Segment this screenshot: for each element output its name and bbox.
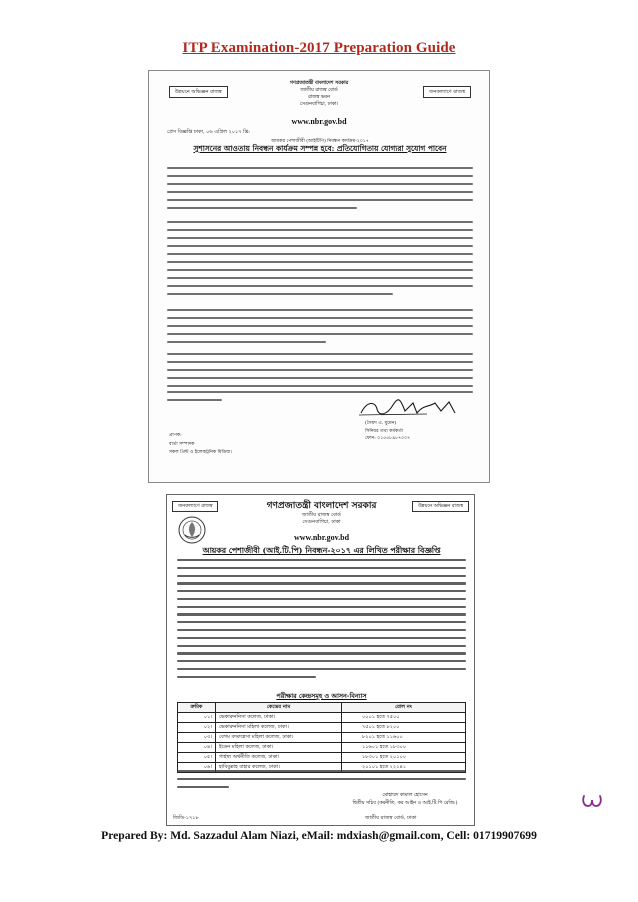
body-paragraph [167, 309, 473, 349]
exam-centers-table [177, 702, 466, 773]
slogan-left: জনকল্যাণে রাজস্ব [172, 501, 218, 512]
government-letterhead [259, 80, 379, 108]
serial-cell: ০২। [178, 723, 216, 733]
roll-cell: ৭৫০১ হতে ৮২০০ [342, 723, 466, 733]
recipient-label: প্রাপক: [169, 433, 182, 438]
table-row [178, 753, 466, 763]
table-row [178, 733, 466, 743]
signatory-name: (সৈয়দ এ. মুমেন) [365, 421, 397, 426]
press-release-date: প্রেস বিজ্ঞপ্তি ঢাকা, ০৬ এপ্রিল ২০১৭ খ্রি: [167, 129, 250, 135]
roll-cell: ১৮৩০১ হতে ২০১০০ [342, 753, 466, 763]
press-release-headline: সুশাসনের আওতায় নিবন্ধন কার্যক্রম সম্পন্ন হবে: প্রতিযোগিতায় যোগ্যরা সুযোগ পাবেন [193, 144, 447, 153]
letterhead-line: রাজস্ব ভবন [308, 95, 330, 100]
serial-cell: ০৩। [178, 733, 216, 743]
memo-number: জিডি-১৭১৮ [173, 815, 199, 821]
exam-notice-document [166, 494, 475, 826]
body-paragraph [167, 353, 473, 393]
recipient-line: বার্তা সম্পাদক [169, 441, 195, 447]
center-cell: ভেকারুননিসা কলেজ, ঢাকা। [216, 713, 342, 723]
slogan-left: উন্নয়নে অভিজ্ঞন রাজস্ব [169, 86, 228, 98]
roll-cell: ০০০১ হতে ৭৫০০ [342, 713, 466, 723]
letterhead-line: জাতীয় রাজস্ব বোর্ড [300, 88, 338, 93]
center-cell: ইডেন মহিলা কলেজ, ঢাকা। [216, 743, 342, 753]
center-cell: গার্হস্থ্য অর্থনীতি কলেজ, ঢাকা। [216, 753, 342, 763]
letterhead-line: গণপ্রজাতন্ত্রী বাংলাদেশ সরকার [289, 80, 349, 86]
serial-cell: ০৪। [178, 743, 216, 753]
table-row [178, 723, 466, 733]
letterhead-line: জাতীয় রাজস্ব বোর্ড [302, 512, 341, 518]
notice-government-title: গণপ্রজাতন্ত্রী বাংলাদেশ সরকার [266, 501, 377, 511]
signatory-office: জাতীয় রাজস্ব বোর্ড, ঢাকা [365, 815, 417, 821]
letterhead-line: সেগুনবাগিচা, ঢাকা [302, 519, 341, 525]
notice-paragraph [177, 770, 466, 793]
press-release-document [148, 70, 490, 483]
press-release-subtitle: আয়কর পেশাজীবী (আইটিপি) নিবন্ধন কার্যক্রম-২০১৭ [271, 139, 369, 144]
serial-cell: ০৬। [178, 763, 216, 773]
column-header: রোল নং [342, 703, 466, 713]
column-header: কেন্দ্রের নাম [216, 703, 342, 713]
roll-cell: ৮২০১ হতে ১১৬০০ [342, 733, 466, 743]
serial-cell: ০৫। [178, 753, 216, 763]
table-header-row [178, 703, 466, 713]
website-text: www.nbr.gov.bd [293, 533, 350, 542]
signature-image [357, 397, 467, 419]
roll-cell: ১১৬০১ হতে ১৮৩০০ [342, 743, 466, 753]
publisher-logo-icon [581, 793, 603, 809]
signatory-block [365, 420, 465, 443]
table-row [178, 713, 466, 723]
table-title: পরীক্ষার কেন্দ্রসমূহ ও আসন-বিন্যাস [276, 692, 367, 700]
signatory-name: মোহাম্মদ কামাল হোসেন [382, 793, 428, 798]
column-header: ক্রমিক [178, 703, 216, 713]
roll-cell: ২০১০১ হতে ২২১৪১ [342, 763, 466, 773]
notice-signatory-block [335, 792, 475, 807]
notice-letterhead [167, 512, 475, 526]
signatory-phone: ফোন: ০১৫৫৮৯৮৭০০৭ [365, 436, 411, 441]
notice-paragraph [177, 559, 466, 684]
page-title: ITP Examination-2017 Preparation Guide [182, 40, 456, 56]
slogan-right: উন্নয়নে অভিজ্ঞন রাজস্ব [412, 501, 469, 512]
page-footer: Prepared By: Md. Sazzadul Alam Niazi, eMail: mdxiash@gmail.com, Cell: 01719907699 [101, 829, 537, 842]
slogan-right: জনকল্যাণে রাজস্ব [423, 86, 471, 98]
notice-title: আয়কর পেশাজীবী (আই.টি.পি) নিবন্ধন-২০১৭ এর লিখিত পরীক্ষার বিজ্ঞপ্তি [202, 546, 441, 555]
recipient-block [169, 432, 232, 458]
letterhead-line: সেগুনবাগিচা, ঢাকা। [299, 102, 339, 107]
recipient-line: সকল প্রিন্ট ও ইলেকট্রনিক মিডিয়া। [169, 450, 232, 455]
body-paragraph [167, 167, 473, 215]
website-text: www.nbr.gov.bd [291, 117, 347, 126]
body-paragraph [167, 221, 473, 301]
signatory-title: দ্বিতীয় সচিব (করনীতি, কর আইন ও আই.টি.পি রেজি:) [352, 800, 458, 806]
serial-cell: ০১। [178, 713, 216, 723]
center-cell: হাবিবুল্লাহ বাহার কলেজ, ঢাকা। [216, 763, 342, 773]
signatory-title: সিনিয়র তথ্য কর্মকর্তা [365, 428, 404, 434]
center-cell: ভেকারুননিসা মহিলা কলেজ, ঢাকা। [216, 723, 342, 733]
table-row [178, 743, 466, 753]
center-cell: বেগম বদরুন্নেসা মহিলা কলেজ, ঢাকা। [216, 733, 342, 743]
